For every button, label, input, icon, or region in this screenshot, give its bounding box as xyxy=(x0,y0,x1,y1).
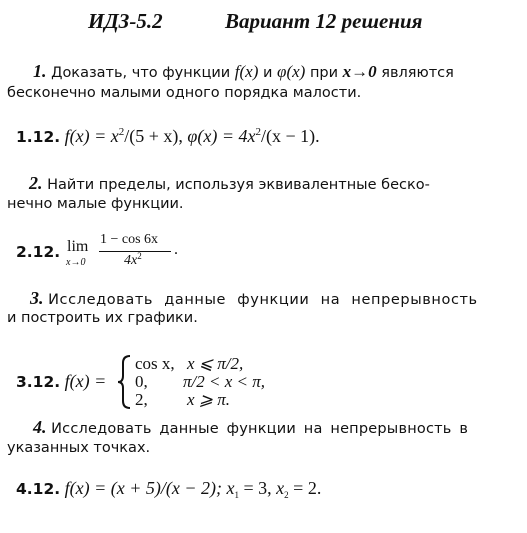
problem-4-12-point-1: x xyxy=(226,478,235,498)
task-1-text-b: являются xyxy=(381,65,454,81)
piece-row-1-value: cos x, xyxy=(135,354,175,373)
problem-1-12-phi-exp: 2 xyxy=(255,126,261,138)
problem-4-12-point-2: x xyxy=(276,478,285,498)
problem-2-12-lim-sub: x→0 xyxy=(66,257,86,268)
problem-1-12 xyxy=(16,126,320,147)
document-code: ИДЗ-5.2 xyxy=(88,9,163,33)
problem-2-12-number-wrap xyxy=(16,241,60,262)
task-3-number: 3. xyxy=(30,288,44,308)
task-1-phi: φ(x) xyxy=(277,62,306,81)
piece-row-3-value: 2, xyxy=(135,390,148,409)
problem-4-12-point-1-sub: 1 xyxy=(234,490,240,500)
problem-2-12-numerator: 1 − cos 6x xyxy=(100,232,159,247)
problem-3-12-number: 3.12. xyxy=(16,373,61,391)
problem-3-12 xyxy=(16,371,106,392)
task-1-limit: x→0 xyxy=(342,62,377,81)
task-2-line-2: нечно малые функции. xyxy=(7,196,184,212)
piece-row-2-value: 0, xyxy=(135,372,148,391)
problem-4-12-expr: f(x) = (x + 5)/(x − 2); xyxy=(64,478,223,498)
piecewise-brace xyxy=(116,354,132,410)
task-4-text: Исследовать данные функции на непрерывность в xyxy=(51,421,469,437)
task-2-number: 2. xyxy=(29,173,43,193)
task-3-text: Исследовать данные функции на непрерывность xyxy=(48,292,478,308)
problem-1-12-phi: φ(x) = 4x xyxy=(187,126,256,146)
problem-4-12-point-1-value: = 3, xyxy=(243,478,272,498)
problem-4-12 xyxy=(16,478,321,499)
task-4-number: 4. xyxy=(33,417,47,437)
task-1-and: и xyxy=(263,65,273,81)
problem-1-12-f-rest: /(5 + x), xyxy=(124,126,183,146)
problem-4-12-point-2-value: = 2. xyxy=(293,478,322,498)
task-1-text-a: Доказать, что функции xyxy=(51,65,231,81)
problem-2-12-den-exp: 2 xyxy=(137,251,142,261)
task-2-text: Найти пределы, используя эквивалентные беско- xyxy=(47,177,430,193)
problem-3-12-lhs: f(x) = xyxy=(64,371,107,391)
problem-2-12-number: 2.12. xyxy=(16,243,61,261)
task-3-line-1 xyxy=(30,289,478,310)
problem-4-12-number: 4.12. xyxy=(16,480,61,498)
problem-2-12-fraction-bar xyxy=(99,251,171,252)
task-1-f: f(x) xyxy=(234,62,259,81)
problem-2-12-tail: . xyxy=(174,241,178,258)
problem-2-12-denominator xyxy=(124,253,142,269)
piece-row-3-condition: x ⩾ π. xyxy=(187,390,231,409)
problem-1-12-f: f(x) = x xyxy=(64,126,119,146)
problem-2-12-lim: lim xyxy=(67,238,89,255)
problem-1-12-number: 1.12. xyxy=(16,128,61,146)
problem-1-12-f-exp: 2 xyxy=(118,126,125,138)
task-1-line-2: бесконечно малыми одного порядка малости. xyxy=(7,85,362,101)
task-1-number: 1. xyxy=(33,61,47,81)
task-4-line-2: указанных точках. xyxy=(7,440,151,456)
problem-2-12-den-text: 4x xyxy=(124,253,138,268)
task-2-line-1 xyxy=(29,174,430,195)
piece-row-2-condition: π/2 < x < π, xyxy=(183,372,265,391)
task-4-line-1 xyxy=(33,418,468,439)
variant-title: Вариант 12 решения xyxy=(225,9,423,33)
problem-4-12-point-2-sub: 2 xyxy=(284,490,289,500)
task-1-at: при xyxy=(309,65,339,81)
problem-1-12-phi-rest: /(x − 1). xyxy=(260,126,320,146)
task-1-line-1 xyxy=(33,62,454,83)
piece-row-1-condition: x ⩽ π/2, xyxy=(187,354,244,373)
task-3-line-2: и построить их графики. xyxy=(7,310,198,326)
